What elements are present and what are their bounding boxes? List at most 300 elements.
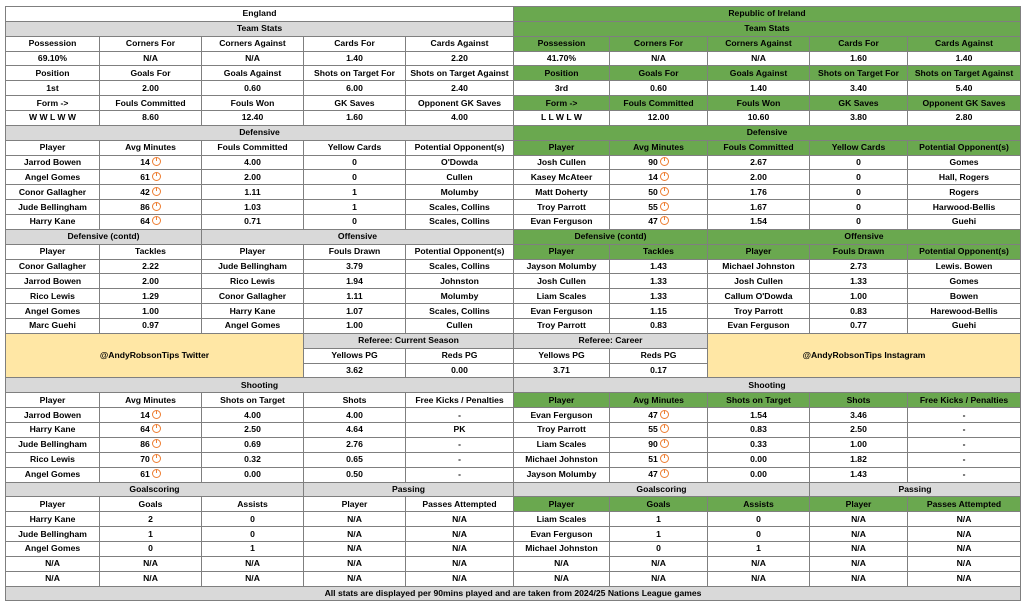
stat-label-text: Opponent GK Saves	[417, 97, 502, 108]
stat-value-text: 0.60	[650, 82, 667, 93]
table-cell	[6, 527, 100, 542]
stat-value-text: 10.60	[747, 112, 770, 123]
table-cell	[514, 512, 610, 527]
stat-value	[100, 81, 202, 96]
stat-label	[304, 96, 406, 111]
table-cell	[610, 289, 708, 304]
stat-label	[810, 36, 908, 51]
table-cell-text: 61	[140, 171, 150, 182]
table-cell-text: PK	[453, 424, 466, 435]
table-cell	[406, 452, 514, 467]
stat-value	[6, 81, 100, 96]
column-header	[202, 497, 304, 512]
table-cell-text: 3.46	[850, 409, 867, 420]
column-header-text: Assists	[237, 498, 268, 509]
column-header	[908, 244, 1021, 259]
grid-row	[6, 51, 1021, 66]
table-cell-text: N/A	[452, 573, 467, 584]
section-title	[810, 482, 1021, 497]
column-header	[514, 497, 610, 512]
grid-row	[6, 244, 1021, 259]
table-cell-text: 86	[140, 201, 150, 212]
table-cell-text: Angel Gomes	[224, 320, 281, 331]
grid-row	[6, 497, 1021, 512]
table-cell-text: 1.03	[244, 201, 261, 212]
column-header-text: Avg Minutes	[633, 394, 684, 405]
table-cell	[514, 259, 610, 274]
table-cell-text: Jayson Molumby	[526, 469, 597, 480]
team-name-england	[6, 7, 514, 22]
column-header	[708, 497, 810, 512]
table-cell-text: N/A	[956, 573, 972, 584]
table-cell-text: 86	[140, 439, 150, 450]
grid-row	[6, 437, 1021, 452]
table-cell	[908, 259, 1021, 274]
stopwatch-icon	[660, 424, 669, 433]
table-cell-text: 1.43	[850, 469, 867, 480]
stopwatch-icon	[152, 410, 161, 419]
table-cell	[304, 200, 406, 215]
table-cell-text: 0	[352, 157, 357, 168]
table-cell	[810, 259, 908, 274]
table-cell-text: 90	[648, 157, 658, 168]
stopwatch-icon	[152, 454, 161, 463]
table-cell-text: N/A	[554, 558, 569, 569]
table-cell	[810, 512, 908, 527]
section-title-text: Passing	[898, 483, 932, 494]
referee-value	[406, 363, 514, 378]
stat-label-text: Position	[544, 67, 579, 78]
grid-row	[6, 229, 1021, 244]
table-cell	[708, 170, 810, 185]
table-cell-text: N/A	[347, 543, 362, 554]
table-cell-text: Harewood-Bellis	[930, 305, 998, 316]
stat-label-text: Corners For	[125, 38, 176, 49]
table-cell	[908, 155, 1021, 170]
grid-row	[6, 408, 1021, 423]
table-cell	[810, 452, 908, 467]
grid-row	[6, 7, 1021, 22]
table-cell-text: 0	[856, 201, 861, 212]
grid-row	[6, 319, 1021, 334]
column-header-text: Fouls Drawn	[328, 246, 381, 257]
table-cell-text: 0.69	[244, 439, 261, 450]
stat-label	[202, 36, 304, 51]
table-cell-text: -	[962, 409, 966, 420]
referee-value-text: 0.00	[451, 365, 468, 376]
grid-row	[6, 423, 1021, 438]
team-stats-header-text: Team Stats	[236, 23, 283, 34]
stat-label-text: Fouls Committed	[115, 97, 186, 108]
grid-row	[6, 378, 1021, 393]
table-cell-text: Angel Gomes	[24, 171, 81, 182]
table-cell-text: Angel Gomes	[24, 305, 81, 316]
section-title-text: Defensive (contd)	[67, 231, 140, 242]
column-header	[708, 393, 810, 408]
table-cell	[202, 556, 304, 571]
table-cell	[202, 170, 304, 185]
table-cell-text: Angel Gomes	[24, 543, 81, 554]
stat-label-text: Form ->	[36, 97, 69, 108]
stat-label-text: Fouls Won	[230, 97, 275, 108]
table-cell	[100, 556, 202, 571]
table-cell-text: N/A	[347, 528, 362, 539]
table-cell-text: N/A	[45, 558, 60, 569]
stat-value-text: 12.00	[647, 112, 670, 123]
team-name-england-text: England	[242, 8, 277, 19]
column-header	[810, 393, 908, 408]
table-cell-text: 1.11	[346, 290, 363, 301]
table-cell-text: Gomes	[949, 275, 979, 286]
table-cell	[304, 304, 406, 319]
table-cell-text: 0.83	[850, 305, 867, 316]
stat-label	[810, 66, 908, 81]
table-cell	[908, 452, 1021, 467]
column-header	[406, 140, 514, 155]
table-cell	[908, 304, 1021, 319]
stat-label-text: Fouls Won	[736, 97, 781, 108]
instagram-handle[interactable]	[708, 333, 1021, 378]
table-cell-text: 0.00	[750, 454, 767, 465]
table-cell-text: 1.00	[346, 320, 363, 331]
referee-label	[406, 348, 514, 363]
column-header-text: Fouls Committed	[723, 142, 794, 153]
stat-label-text: Goals Against	[729, 67, 788, 78]
stat-value	[202, 51, 304, 66]
stat-value-text: 2.20	[451, 53, 468, 63]
column-header-text: Player	[39, 498, 66, 509]
table-cell	[406, 200, 514, 215]
grid-row	[6, 556, 1021, 571]
table-cell	[708, 289, 810, 304]
table-cell-text: 1	[656, 528, 661, 539]
stat-value	[708, 81, 810, 96]
twitter-handle[interactable]	[6, 333, 304, 378]
stat-label-text: GK Saves	[334, 97, 375, 108]
table-cell	[100, 155, 202, 170]
grid-row	[6, 170, 1021, 185]
table-cell	[202, 259, 304, 274]
stat-value-text: 3.40	[850, 82, 867, 93]
table-cell-text: 51	[648, 454, 658, 465]
stat-value	[6, 111, 100, 126]
table-cell	[708, 571, 810, 586]
table-cell	[100, 571, 202, 586]
stopwatch-icon	[660, 172, 669, 181]
table-cell	[6, 289, 100, 304]
stats-grid	[5, 6, 1021, 601]
table-cell-text: Liam Scales	[536, 290, 587, 301]
table-cell	[202, 304, 304, 319]
table-cell-text: 1.00	[850, 439, 867, 450]
table-cell-text: N/A	[554, 573, 569, 584]
section-title	[514, 125, 1021, 140]
table-cell	[908, 215, 1021, 230]
table-cell-text: 4.00	[244, 409, 261, 420]
table-cell-text: Scales, Collins	[429, 305, 490, 316]
table-cell-text: N/A	[452, 543, 467, 554]
table-cell	[610, 304, 708, 319]
stat-label-text: Cards Against	[935, 38, 993, 49]
stat-value-text: 3.80	[850, 112, 867, 123]
stat-label	[810, 96, 908, 111]
stopwatch-icon	[660, 454, 669, 463]
table-cell-text: Michael Johnston	[722, 261, 795, 272]
table-cell-text: 2.22	[142, 261, 159, 272]
table-cell-text: 2.76	[346, 439, 363, 450]
stat-value-text: L L W L W	[540, 112, 583, 123]
table-cell	[6, 556, 100, 571]
table-cell	[406, 571, 514, 586]
table-cell	[406, 408, 514, 423]
stat-value	[406, 51, 514, 66]
table-cell-text: Molumby	[440, 186, 479, 197]
table-cell	[202, 437, 304, 452]
column-header	[100, 140, 202, 155]
stat-value-text: N/A	[651, 53, 666, 63]
table-cell-text: N/A	[956, 543, 972, 554]
column-header-text: Player	[845, 498, 872, 509]
table-cell	[514, 541, 610, 556]
section-title	[202, 229, 514, 244]
stat-value-text: 1.60	[346, 112, 363, 123]
grid-row	[6, 21, 1021, 36]
table-cell	[908, 437, 1021, 452]
stat-label	[514, 36, 610, 51]
column-header-text: Player	[39, 394, 66, 405]
table-cell	[304, 170, 406, 185]
table-cell	[514, 274, 610, 289]
column-header-text: Tackles	[135, 246, 166, 257]
column-header-text: Player	[548, 246, 575, 257]
table-cell-text: 2.50	[850, 424, 867, 435]
column-header-text: Player	[39, 246, 66, 257]
section-title	[514, 378, 1021, 393]
stat-value	[304, 81, 406, 96]
table-cell	[6, 274, 100, 289]
table-cell	[810, 571, 908, 586]
stat-label	[514, 96, 610, 111]
table-cell-text: N/A	[245, 558, 260, 569]
table-cell	[810, 467, 908, 482]
table-cell-text: 1	[148, 528, 153, 539]
table-cell	[6, 512, 100, 527]
stat-value	[514, 81, 610, 96]
table-cell	[708, 452, 810, 467]
table-cell	[6, 155, 100, 170]
table-cell-text: N/A	[956, 528, 972, 539]
column-header-text: Free Kicks / Penalties	[919, 394, 1009, 405]
grid-row	[6, 96, 1021, 111]
table-cell	[100, 185, 202, 200]
stat-value-text: N/A	[245, 53, 260, 63]
stat-value-text: N/A	[751, 53, 766, 63]
table-cell	[610, 185, 708, 200]
column-header-text: Shots	[846, 394, 871, 405]
referee-value	[610, 363, 708, 378]
grid-row	[6, 512, 1021, 527]
table-cell	[708, 259, 810, 274]
grid-row	[6, 333, 1021, 348]
stat-value	[202, 111, 304, 126]
stat-label-text: Goals For	[638, 67, 679, 78]
referee-title	[514, 333, 708, 348]
column-header	[610, 497, 708, 512]
table-cell	[100, 467, 202, 482]
table-cell-text: Molumby	[440, 290, 479, 301]
stat-value	[810, 81, 908, 96]
table-cell	[304, 185, 406, 200]
column-header-text: Player	[548, 142, 575, 153]
stat-label-text: Position	[35, 67, 70, 78]
stat-value	[908, 111, 1021, 126]
table-cell-text: Evan Ferguson	[530, 528, 593, 539]
referee-value	[304, 363, 406, 378]
stopwatch-icon	[660, 202, 669, 211]
referee-title-text: Referee: Current Season	[358, 335, 459, 346]
column-header	[6, 244, 100, 259]
table-cell-text: Rico Lewis	[30, 290, 75, 301]
table-cell-text: Jude Bellingham	[218, 261, 287, 272]
table-cell	[6, 200, 100, 215]
twitter-handle-text: @AndyRobsonTips Twitter	[99, 350, 210, 361]
stat-value-text: 2.00	[142, 82, 159, 93]
stat-value	[810, 111, 908, 126]
stats-sheet	[5, 6, 1020, 601]
table-cell	[304, 437, 406, 452]
stat-label-text: Shots on Target Against	[914, 67, 1014, 78]
table-cell-text: 47	[648, 216, 658, 227]
stat-label	[406, 36, 514, 51]
table-cell	[708, 541, 810, 556]
table-cell-text: -	[458, 409, 461, 420]
table-cell	[708, 423, 810, 438]
stat-value-text: 69.10%	[37, 53, 68, 63]
section-title-text: Shooting	[240, 379, 279, 390]
stat-value	[708, 111, 810, 126]
column-header	[514, 393, 610, 408]
stat-value	[406, 111, 514, 126]
table-cell	[406, 185, 514, 200]
grid-row	[6, 467, 1021, 482]
table-cell-text: N/A	[452, 558, 467, 569]
referee-title-text: Referee: Career	[578, 335, 643, 346]
table-cell-text: 0	[148, 543, 153, 554]
table-cell	[406, 527, 514, 542]
stat-value	[100, 111, 202, 126]
column-header-text: Avg Minutes	[125, 394, 176, 405]
stat-label-text: Cards For	[334, 38, 375, 49]
stat-label-text: Opponent GK Saves	[922, 97, 1006, 108]
column-header	[610, 393, 708, 408]
table-cell-text: Harry Kane	[229, 305, 276, 316]
stopwatch-icon	[660, 469, 669, 478]
table-cell-text: N/A	[347, 558, 362, 569]
table-cell	[6, 319, 100, 334]
stopwatch-icon	[152, 187, 161, 196]
table-cell	[708, 304, 810, 319]
table-cell	[908, 556, 1021, 571]
table-cell	[708, 185, 810, 200]
table-cell-text: 2.00	[750, 171, 767, 182]
column-header	[406, 497, 514, 512]
table-cell	[610, 170, 708, 185]
stat-value	[908, 81, 1021, 96]
column-header	[304, 140, 406, 155]
table-cell	[810, 437, 908, 452]
column-header-text: Fouls Committed	[217, 142, 288, 153]
stopwatch-icon	[152, 216, 161, 225]
table-cell	[810, 215, 908, 230]
table-cell-text: 0	[756, 513, 761, 524]
instagram-handle-text: @AndyRobsonTips Instagram	[802, 350, 926, 361]
stat-label	[406, 96, 514, 111]
stopwatch-icon	[660, 410, 669, 419]
table-cell-text: 0	[856, 216, 861, 227]
table-cell	[304, 467, 406, 482]
column-header	[202, 393, 304, 408]
table-cell	[304, 215, 406, 230]
table-cell-text: N/A	[143, 558, 158, 569]
table-cell-text: 1.54	[750, 216, 767, 227]
stat-label	[100, 66, 202, 81]
table-cell-text: Guehi	[951, 320, 977, 331]
column-header-text: Player	[341, 498, 368, 509]
table-cell	[810, 423, 908, 438]
table-cell-text: Cullen	[446, 171, 473, 182]
table-cell-text: 50	[648, 186, 658, 197]
table-cell	[908, 408, 1021, 423]
stat-value	[514, 111, 610, 126]
table-cell-text: 1.11	[244, 186, 261, 197]
table-cell-text: N/A	[956, 513, 972, 524]
stat-value-text: 41.70%	[546, 53, 577, 63]
grid-row	[6, 289, 1021, 304]
stat-label-text: Corners Against	[725, 38, 792, 49]
grid-row	[6, 155, 1021, 170]
table-cell	[514, 215, 610, 230]
table-cell-text: Jude Bellingham	[18, 201, 87, 212]
table-cell	[202, 408, 304, 423]
table-cell-text: Rogers	[949, 186, 979, 197]
table-cell-text: 0.00	[750, 469, 767, 480]
grid-row	[6, 393, 1021, 408]
table-cell-text: 47	[648, 469, 658, 480]
table-cell	[6, 423, 100, 438]
stat-value	[202, 81, 304, 96]
stat-value	[6, 51, 100, 66]
table-cell-text: 0	[352, 171, 357, 182]
table-cell-text: 0	[352, 216, 357, 227]
grid-row	[6, 66, 1021, 81]
table-cell	[6, 170, 100, 185]
column-header-text: Assists	[743, 498, 774, 509]
column-header	[202, 244, 304, 259]
section-title	[6, 378, 514, 393]
table-cell	[610, 556, 708, 571]
referee-label	[514, 348, 610, 363]
table-cell-text: 1	[756, 543, 761, 554]
stopwatch-icon	[152, 424, 161, 433]
table-cell	[810, 289, 908, 304]
grid-row	[6, 215, 1021, 230]
table-cell-text: N/A	[851, 573, 866, 584]
column-header	[304, 497, 406, 512]
stat-value-text: N/A	[143, 53, 158, 63]
table-cell-text: -	[962, 469, 966, 480]
table-cell-text: Callum O'Dowda	[724, 290, 793, 301]
table-cell-text: 0.33	[750, 439, 767, 450]
